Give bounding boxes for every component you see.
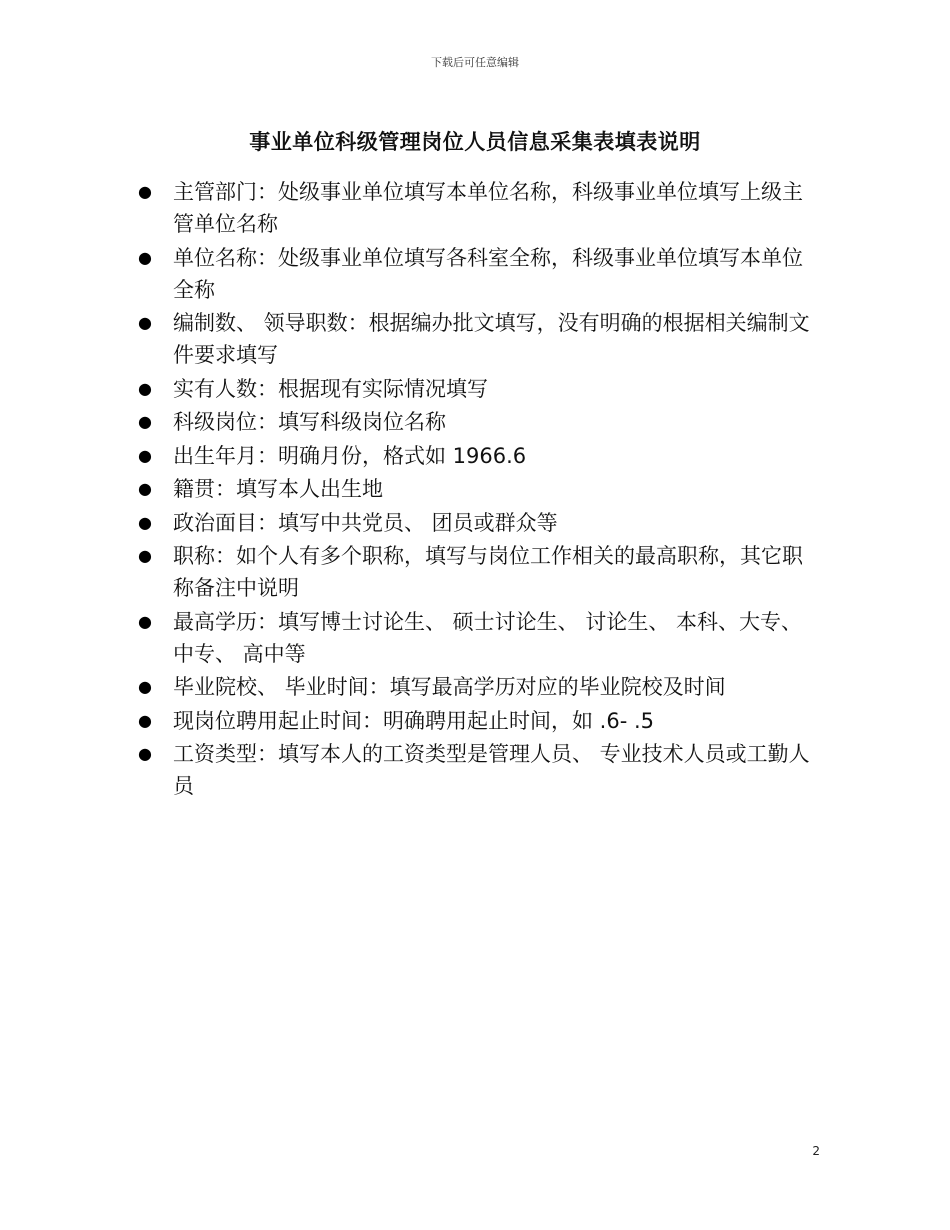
list-item-text: 出生年月：明确月份，格式如 1966.6 xyxy=(173,443,527,468)
list-item-text: 现岗位聘用起止时间：明确聘用起止时间，如 .6- .5 xyxy=(173,708,654,733)
bullet-icon: ● xyxy=(138,546,152,565)
list-item xyxy=(138,738,818,802)
list-item xyxy=(138,705,818,737)
list-item xyxy=(138,373,818,405)
list-item xyxy=(138,242,818,306)
list-item xyxy=(138,606,818,670)
bullet-icon: ● xyxy=(138,182,152,201)
bullet-icon: ● xyxy=(138,445,152,465)
list-item-text: 科级岗位：填写科级岗位名称 xyxy=(173,410,446,434)
list-item-text: 主管部门：处级事业单位填写本单位名称，科级事业单位填写上级主管单位名称 xyxy=(173,180,803,236)
list-item-text: 编制数、 领导职数：根据编办批文填写，没有明确的根据相关编制文件要求填写 xyxy=(173,311,810,367)
list-item-text: 职称：如个人有多个职称，填写与岗位工作相关的最高职称，其它职称备注中说明 xyxy=(173,544,803,600)
list-item xyxy=(138,473,818,505)
list-item xyxy=(138,507,818,539)
page-number: 2 xyxy=(812,1144,820,1158)
list-item xyxy=(138,540,818,604)
document-title: 事业单位科级管理岗位人员信息采集表填表说明 xyxy=(249,130,701,154)
list-item-text: 政治面目：填写中共党员、 团员或群众等 xyxy=(173,510,558,535)
bullet-icon: ● xyxy=(138,677,152,696)
list-item xyxy=(138,307,818,371)
list-item xyxy=(138,671,818,703)
bullet-icon: ● xyxy=(138,378,152,398)
bullet-icon: ● xyxy=(138,512,152,532)
list-item xyxy=(138,440,818,472)
list-item-text: 籍贯：填写本人出生地 xyxy=(173,477,383,501)
list-item xyxy=(138,176,818,240)
list-item xyxy=(138,406,818,438)
list-item-text: 工资类型：填写本人的工资类型是管理人员、 专业技术人员或工勤人员 xyxy=(173,742,810,798)
list-item-text: 单位名称：处级事业单位填写各科室全称，科级事业单位填写本单位全称 xyxy=(173,245,803,302)
bullet-icon: ● xyxy=(138,313,152,332)
list-item-text: 实有人数：根据现有实际情况填写 xyxy=(173,376,488,401)
list-item-text: 最高学历：填写博士讨论生、 硕士讨论生、 讨论生、 本科、大专、 中专、 高中等 xyxy=(173,609,803,666)
instruction-list xyxy=(138,176,818,804)
bullet-icon: ● xyxy=(138,611,152,631)
bullet-icon: ● xyxy=(138,479,152,498)
header-note: 下载后可任意编辑 xyxy=(431,56,519,69)
bullet-icon: ● xyxy=(138,247,152,267)
bullet-icon: ● xyxy=(138,744,152,763)
list-item-text: 毕业院校、 毕业时间：填写最高学历对应的毕业院校及时间 xyxy=(173,675,726,699)
bullet-icon: ● xyxy=(138,710,152,730)
bullet-icon: ● xyxy=(138,412,152,431)
